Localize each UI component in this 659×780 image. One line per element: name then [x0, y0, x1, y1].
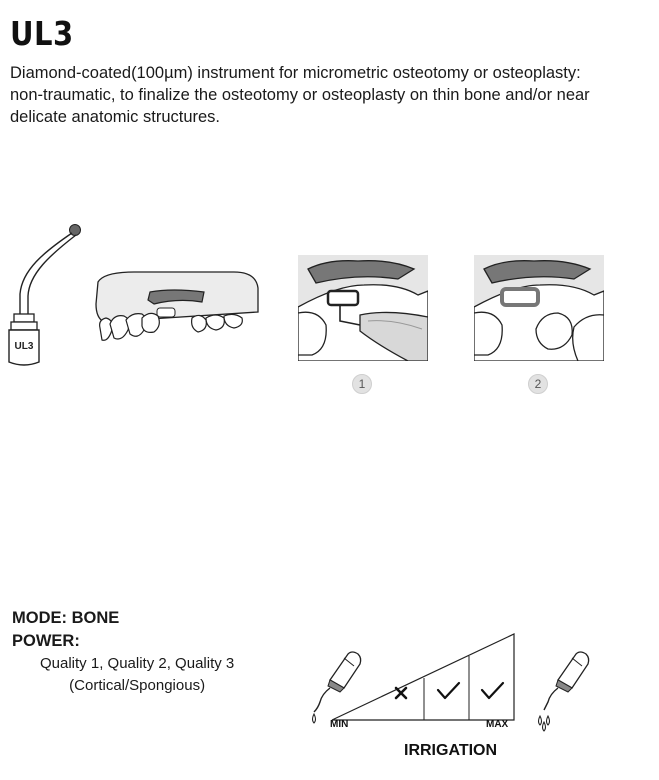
bone-type: (Cortical/Spongious) [69, 677, 206, 694]
handpiece-max-icon [539, 652, 589, 731]
irrigation-min-label: MIN [330, 719, 349, 730]
tip-label: UL3 [14, 341, 34, 352]
settings-block [12, 607, 119, 652]
quality-levels: Quality 1, Quality 2, Quality 3 [40, 655, 235, 672]
page-title: UL3 [10, 14, 74, 53]
instrument-tip-illustration [4, 222, 88, 372]
irrigation-max-label: MAX [486, 719, 509, 730]
step-2-illustration [474, 255, 604, 361]
step-1-badge: 1 [352, 374, 372, 394]
power-label: POWER: [12, 632, 80, 650]
power-quality [40, 653, 234, 697]
jaw-overview-illustration [94, 268, 264, 350]
step-2-badge: 2 [528, 374, 548, 394]
mode-label: MODE: BONE [12, 609, 120, 627]
instrument-description: Diamond-coated(100µm) instrument for micrometric osteotomy or osteoplasty: non-traumatic, to finalize the osteotomy or osteoplasty on thin bone and/or near delicate anatomic structures. [10, 64, 590, 126]
irrigation-diagram [300, 628, 600, 764]
step-1-illustration [298, 255, 428, 361]
irrigation-label: IRRIGATION [404, 742, 498, 759]
